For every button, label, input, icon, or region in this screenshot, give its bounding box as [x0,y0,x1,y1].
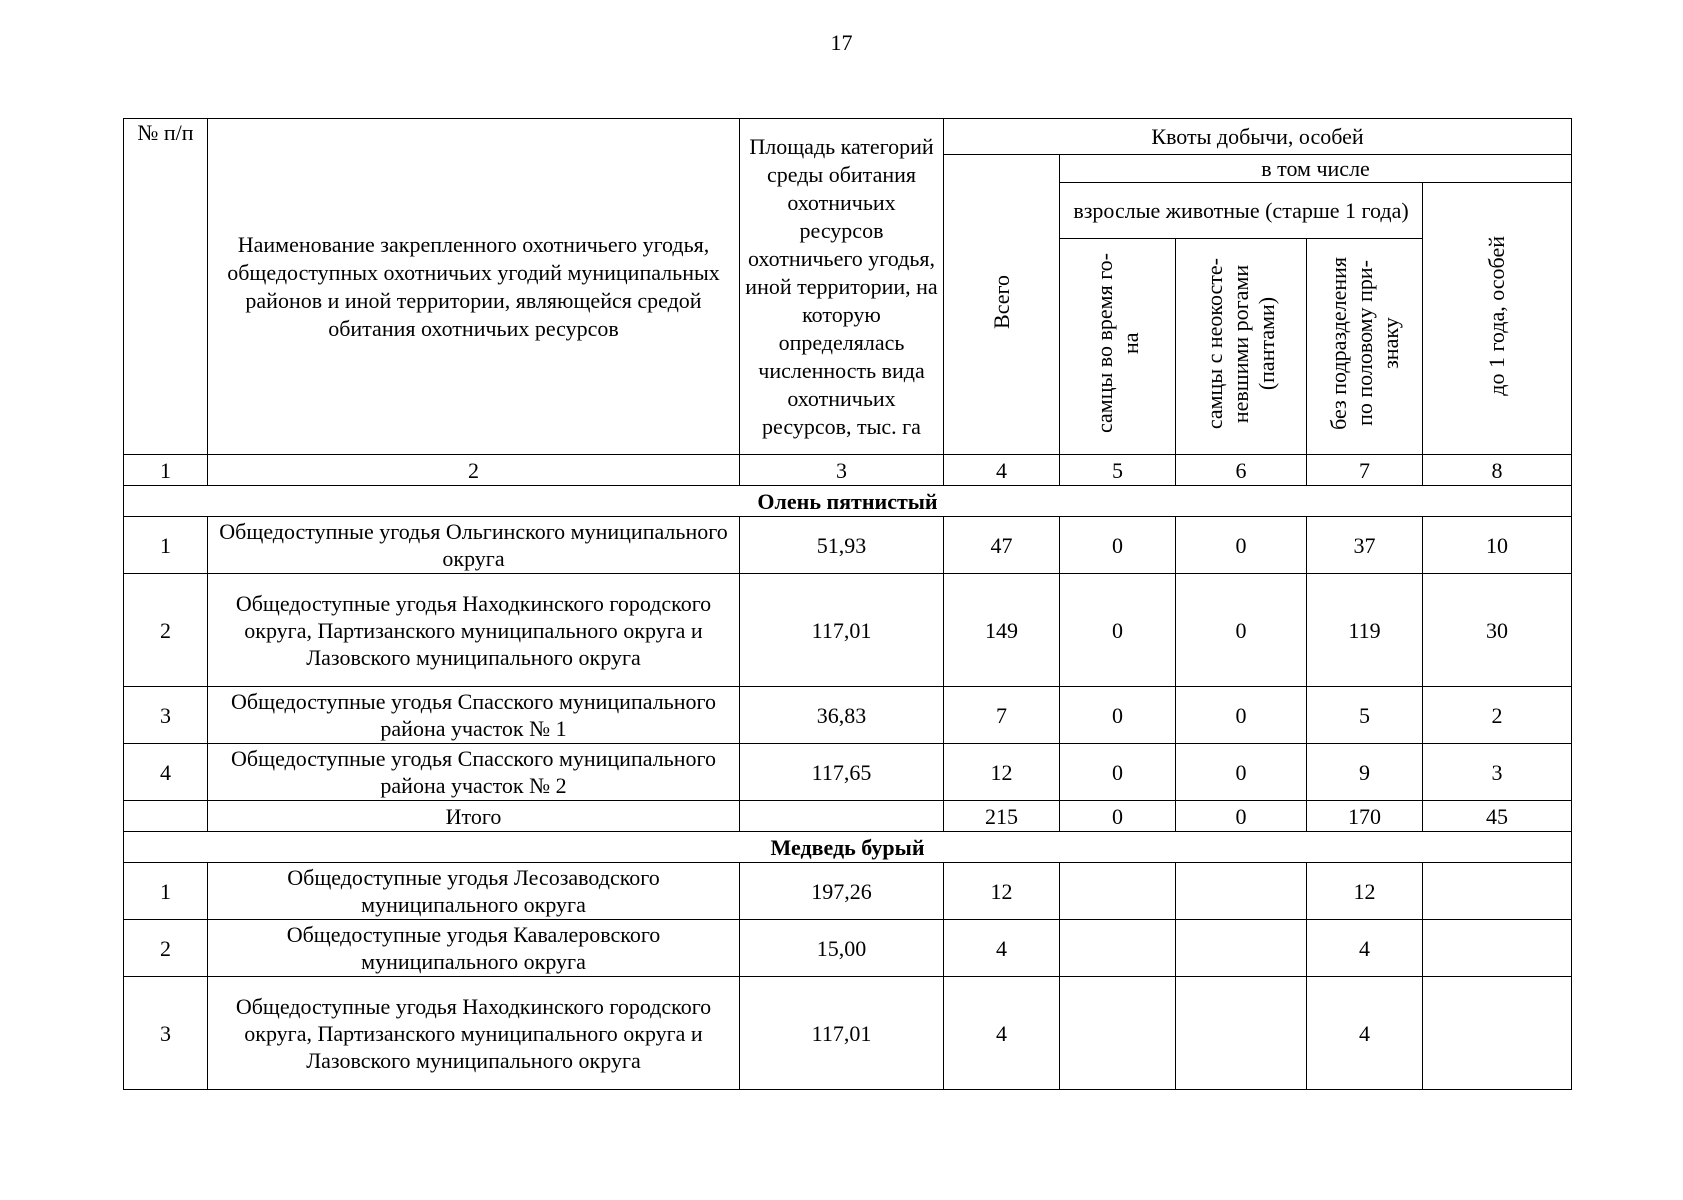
page-number: 17 [830,30,853,55]
total-no-sex: 170 [1307,801,1423,832]
col-number: 7 [1307,455,1423,486]
header-males-antlers-cell [1176,239,1307,455]
row-no-sex: 4 [1307,977,1423,1090]
col-number: 1 [124,455,208,486]
header-no-sex: без подразделения по половому при- знаку [1325,257,1403,430]
total-row [124,801,1572,832]
col-number: 8 [1423,455,1572,486]
col-number: 3 [740,455,944,486]
row-no-sex: 119 [1307,574,1423,687]
header-no-sex-cell [1307,239,1423,455]
section-title: Олень пятнистый [124,486,1572,517]
row-males-rut: 0 [1060,517,1176,574]
row-number: 3 [124,687,208,744]
header-total: Всего [988,274,1014,329]
row-area: 117,01 [740,574,944,687]
total-males-antlers: 0 [1176,801,1307,832]
row-males-antlers [1176,977,1307,1090]
row-total: 12 [944,863,1060,920]
row-name: Общедоступные угодья Находкинского городского округа, Партизанского муниципального округа и Лазовского муниципального округа [208,574,740,687]
header-num: № п/п [124,119,208,455]
row-under1: 2 [1423,687,1572,744]
table-row [124,744,1572,801]
row-males-antlers [1176,920,1307,977]
row-area: 15,00 [740,920,944,977]
row-number: 1 [124,863,208,920]
header-under1: до 1 года, особей [1484,235,1510,396]
row-no-sex: 37 [1307,517,1423,574]
row-number: 2 [124,920,208,977]
row-males-rut [1060,977,1176,1090]
row-total: 149 [944,574,1060,687]
table-row [124,863,1572,920]
header-males-rut: самцы во время го- на [1091,253,1143,434]
table-row [124,920,1572,977]
row-males-rut [1060,920,1176,977]
table-row [124,977,1572,1090]
row-number: 3 [124,977,208,1090]
row-under1: 10 [1423,517,1572,574]
row-name: Общедоступные угодья Лесозаводского муниципального округа [208,863,740,920]
row-males-antlers: 0 [1176,744,1307,801]
row-males-antlers: 0 [1176,574,1307,687]
row-under1: 3 [1423,744,1572,801]
section-brown-bear [124,832,1572,1090]
col-number: 5 [1060,455,1176,486]
col-number: 4 [944,455,1060,486]
row-total: 12 [944,744,1060,801]
row-males-rut: 0 [1060,744,1176,801]
row-total: 7 [944,687,1060,744]
section-spotted-deer [124,486,1572,832]
row-males-rut: 0 [1060,687,1176,744]
row-total: 4 [944,977,1060,1090]
row-no-sex: 12 [1307,863,1423,920]
row-no-sex: 9 [1307,744,1423,801]
row-no-sex: 5 [1307,687,1423,744]
col-number: 2 [208,455,740,486]
col-number: 6 [1176,455,1307,486]
header-males-antlers: самцы с неокосте- невшими рогами (пантами) [1202,257,1279,430]
row-under1 [1423,977,1572,1090]
row-number: 2 [124,574,208,687]
table-row [124,517,1572,574]
column-numbers-row [124,455,1572,486]
header-under1-cell [1423,183,1572,455]
row-name: Общедоступные угодья Ольгинского муниципального округа [208,517,740,574]
row-males-rut [1060,863,1176,920]
total-males-rut: 0 [1060,801,1176,832]
row-number: 1 [124,517,208,574]
row-total: 4 [944,920,1060,977]
total-number-blank [124,801,208,832]
row-area: 51,93 [740,517,944,574]
header-area: Площадь категорий среды обитания охотничьих ресурсов охотничьего угодья, иной территории, на которую определялась численность вида охотничьих ресурсов, тыс. га [740,119,944,455]
header-total-cell [944,155,1060,455]
row-name: Общедоступные угодья Кавалеровского муниципального округа [208,920,740,977]
row-no-sex: 4 [1307,920,1423,977]
quota-table [123,118,1572,1090]
row-name: Общедоступные угодья Спасского муниципального района участок № 2 [208,744,740,801]
header-adults: взрослые животные (старше 1 года) [1060,183,1423,239]
section-title: Медведь бурый [124,832,1572,863]
row-males-antlers: 0 [1176,517,1307,574]
header-quota: Квоты добычи, особей [944,119,1572,155]
row-under1 [1423,863,1572,920]
total-total: 215 [944,801,1060,832]
row-males-rut: 0 [1060,574,1176,687]
table-row [124,574,1572,687]
row-number: 4 [124,744,208,801]
header-males-rut-cell [1060,239,1176,455]
row-area: 36,83 [740,687,944,744]
row-under1: 30 [1423,574,1572,687]
row-name: Общедоступные угодья Спасского муниципального района участок № 1 [208,687,740,744]
total-label: Итого [208,801,740,832]
row-total: 47 [944,517,1060,574]
header-including: в том числе [1060,155,1572,183]
total-area-blank [740,801,944,832]
table-row [124,687,1572,744]
table-header [124,119,1572,486]
row-males-antlers [1176,863,1307,920]
row-area: 117,65 [740,744,944,801]
row-males-antlers: 0 [1176,687,1307,744]
row-area: 197,26 [740,863,944,920]
row-name: Общедоступные угодья Находкинского городского округа, Партизанского муниципального округа и Лазовского муниципального округа [208,977,740,1090]
header-name: Наименование закрепленного охотничьего угодья, общедоступных охотничьих угодий муниципальных районов и иной территории, являющейся средой обитания охотничьих ресурсов [208,119,740,455]
total-under1: 45 [1423,801,1572,832]
row-under1 [1423,920,1572,977]
row-area: 117,01 [740,977,944,1090]
